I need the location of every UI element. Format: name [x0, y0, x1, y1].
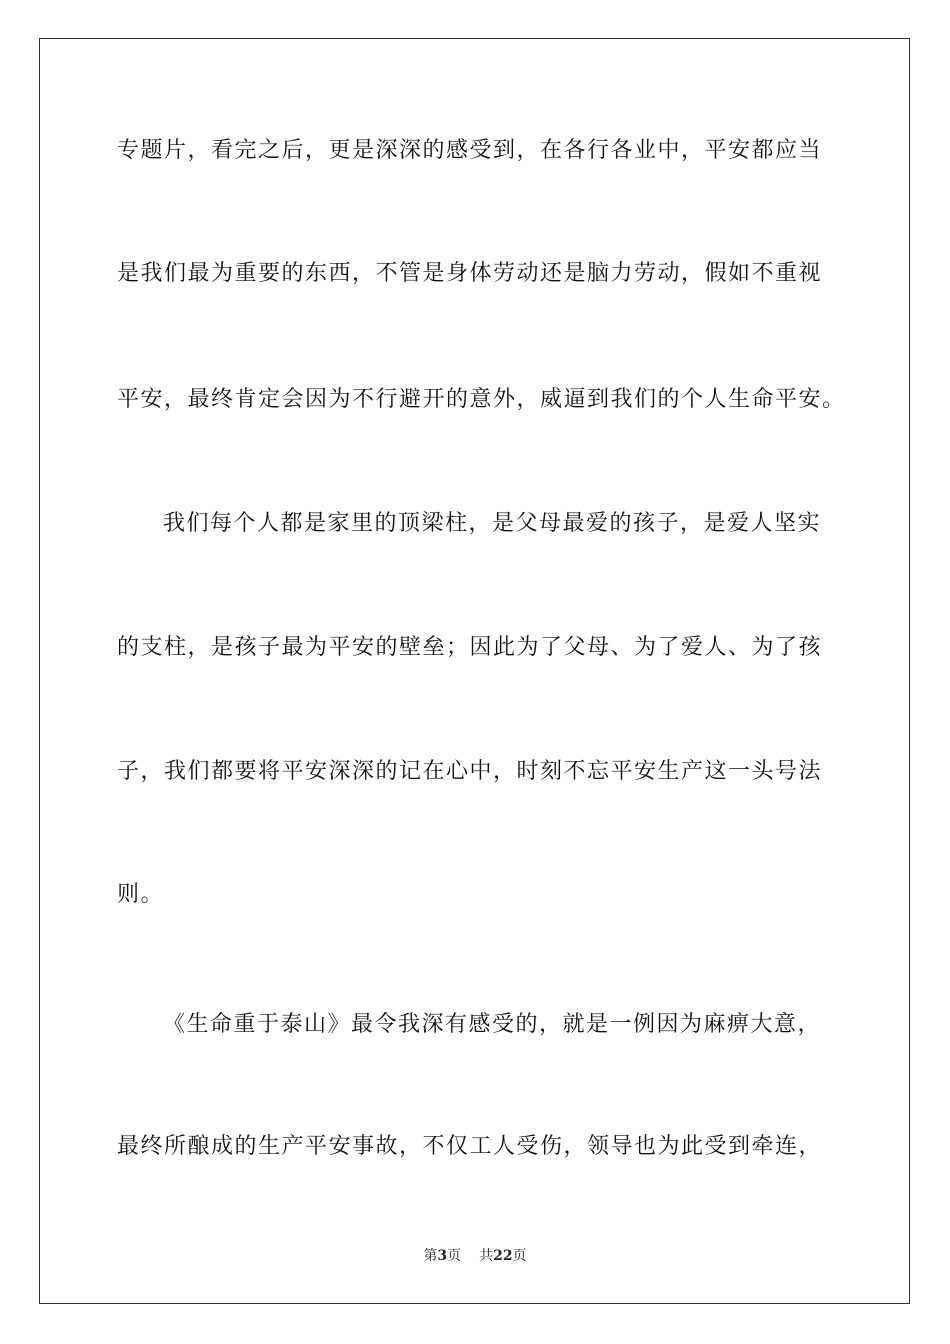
text-line-9: 最终所酿成的生产平安事故，不仅工人受伤，领导也为此受到牵连，	[117, 1134, 823, 1159]
page-current: 3	[437, 1248, 448, 1264]
text-line-3: 平安，最终肯定会因为不行避开的意外，威逼到我们的个人生命平安。	[117, 387, 846, 412]
text-line-5: 的支柱，是孩子最为平安的壁垒；因此为了父母、为了爱人、为了孩	[117, 635, 823, 660]
text-line-7: 则。	[117, 882, 165, 907]
text-line-2: 是我们最为重要的东西，不管是身体劳动还是脑力劳动，假如不重视	[117, 261, 823, 286]
total-suffix: 页	[512, 1248, 527, 1264]
page-suffix: 页	[447, 1248, 462, 1264]
text-line-6: 子，我们都要将平安深深的记在心中，时刻不忘平安生产这一头号法	[117, 759, 823, 784]
page-border	[39, 38, 910, 1304]
text-line-4: 我们每个人都是家里的顶梁柱，是父母最爱的孩子，是爱人坚实	[163, 511, 822, 536]
page-prefix: 第	[423, 1248, 438, 1264]
total-prefix: 共	[479, 1248, 494, 1264]
page-total: 22	[493, 1248, 513, 1264]
text-line-8: 《生命重于泰山》最令我深有感受的，就是一例因为麻痹大意，	[163, 1012, 822, 1037]
text-line-1: 专题片，看完之后，更是深深的感受到，在各行各业中，平安都应当	[117, 138, 823, 163]
page-footer	[0, 1247, 950, 1265]
